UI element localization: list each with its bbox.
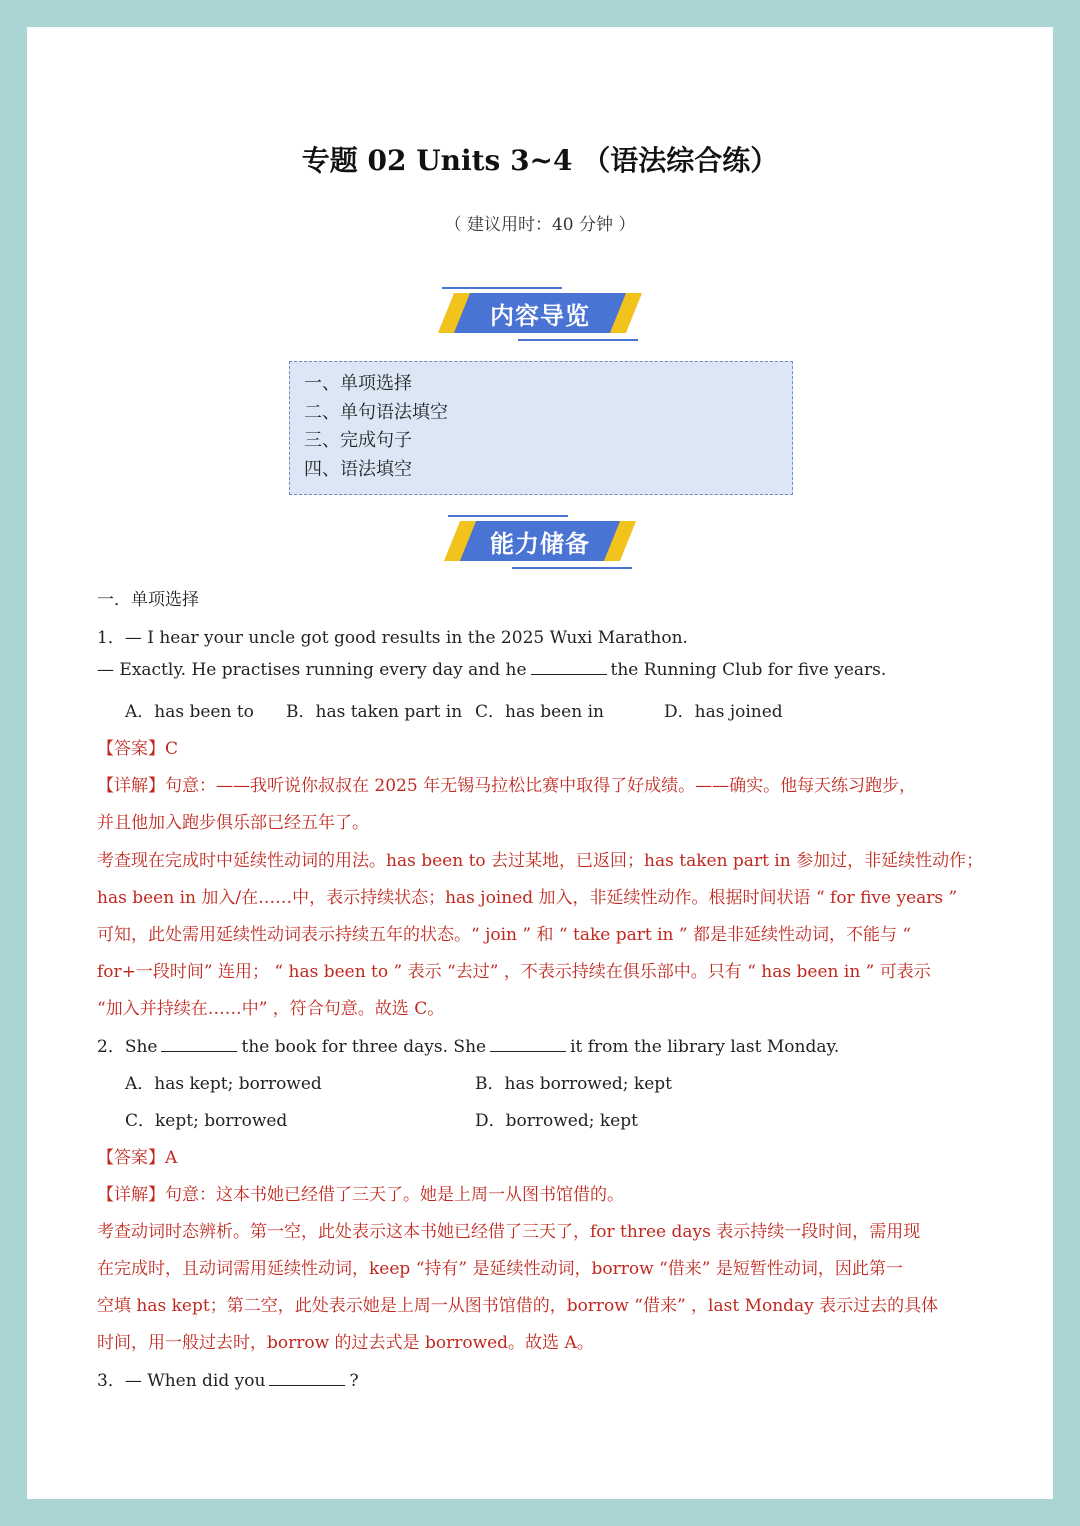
- q1-stem: 1．— I hear your uncle got good results in the 2025 Wuxi Marathon.: [97, 628, 688, 648]
- answer-blank: [490, 1050, 566, 1052]
- q1-detail-line: 【详解】句意：——我听说你叔叔在 2025 年无锡马拉松比赛中取得了好成绩。——确实。他每天练习跑步，: [97, 776, 917, 796]
- q1-answer: 【答案】C: [97, 739, 179, 759]
- toc-item: 三、完成句子: [304, 430, 412, 451]
- q1-option-b: B．has taken part in: [286, 702, 463, 722]
- q2-option-b: B．has borrowed; kept: [475, 1074, 673, 1094]
- q2-detail-line: 时间，用一般过去时，borrow 的过去式是 borrowed。故选 A。: [97, 1333, 594, 1353]
- ability-banner-label: 能力储备: [490, 529, 590, 558]
- contents-banner: [442, 285, 638, 343]
- toc-item: 一、单项选择: [304, 373, 412, 394]
- q2-detail-line: 空填 has kept；第二空，此处表示她是上周一从图书馆借的，borrow “借来” ，last Monday 表示过去的具体: [97, 1296, 939, 1316]
- section-heading: 一．单项选择: [97, 590, 199, 610]
- q2-detail-line: 考查动词时态辨析。第一空，此处表示这本书她已经借了三天了，for three days 表示持续一段时间，需用现: [97, 1222, 921, 1242]
- q2-option-a: A．has kept; borrowed: [125, 1074, 322, 1094]
- q1-option-a: A．has been to: [125, 702, 254, 722]
- table-of-contents: [289, 361, 793, 495]
- q2-detail-line: 【详解】句意：这本书她已经借了三天了。她是上周一从图书馆借的。: [97, 1185, 624, 1205]
- q2-answer: 【答案】A: [97, 1148, 178, 1168]
- answer-blank: [531, 673, 607, 675]
- worksheet-page: [27, 27, 1053, 1499]
- q1-detail-line: for+一段时间” 连用； “ has been to ” 表示 “去过” ，不表示持续在俱乐部中。只有 “ has been in ” 可表示: [97, 962, 931, 982]
- toc-item: 四、语法填空: [304, 458, 412, 480]
- q2-stem: 2．She the book for three days. She it from the library last Monday.: [97, 1037, 840, 1057]
- q1-detail-line: “加入并持续在……中” ，符合句意。故选 C。: [97, 999, 445, 1019]
- toc-item: 二、单句语法填空: [304, 401, 448, 423]
- q1-detail-line: 可知，此处需用延续性动词表示持续五年的状态。“ join ” 和 “ take part in ” 都是非延续性动词，不能与 “: [97, 925, 912, 945]
- answer-blank: [161, 1050, 237, 1052]
- q2-detail-line: 在完成时，且动词需用延续性动词，keep “持有” 是延续性动词，borrow “借来” 是短暂性动词，因此第一: [97, 1259, 903, 1279]
- q1-response: — Exactly. He practises running every day and he the Running Club for five years.: [97, 660, 887, 680]
- q1-detail-line: has been in 加入/在……中，表示持续状态；has joined 加入，非延续性动作。根据时间状语 “ for five years ”: [97, 888, 958, 908]
- q1-detail-line: 并且他加入跑步俱乐部已经五年了。: [97, 813, 369, 833]
- suggested-time: （ 建议用时：40 分钟 ）: [444, 215, 636, 235]
- q2-option-c: C．kept; borrowed: [125, 1111, 288, 1131]
- q3-stem: 3．— When did you ?: [97, 1371, 359, 1391]
- q2-option-d: D．borrowed; kept: [475, 1111, 638, 1131]
- page-title: 专题 02 Units 3~4 （语法综合练）: [301, 144, 779, 177]
- ability-banner: [448, 513, 632, 571]
- q1-option-d: D．has joined: [664, 702, 783, 722]
- answer-blank: [269, 1384, 345, 1386]
- q1-detail-line: 考查现在完成时中延续性动词的用法。has been to 去过某地，已返回；has taken part in 参加过，非延续性动作；: [97, 851, 984, 871]
- contents-banner-label: 内容导览: [490, 301, 590, 330]
- q1-option-c: C．has been in: [475, 702, 604, 722]
